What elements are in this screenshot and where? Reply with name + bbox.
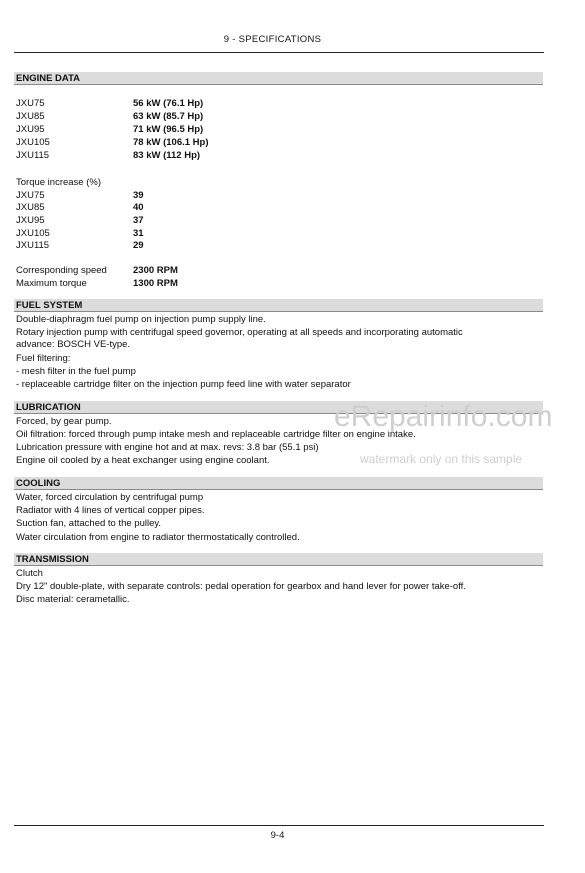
model-label: JXU95 [16,215,45,226]
lubrication-line: Forced, by gear pump. [16,416,112,427]
transmission-line: Clutch [16,568,43,579]
transmission-line: Disc material: cerametallic. [16,594,130,605]
cooling-line: Water circulation from engine to radiator thermostatically controlled. [16,532,300,543]
watermark-site: eRepairinfo.com [334,400,553,433]
torque-row [16,201,144,214]
torque-value: 39 [133,190,144,201]
section-fuel-system: FUEL SYSTEM [14,299,543,312]
cooling-line: Radiator with 4 lines of vertical copper pipes. [16,505,205,516]
power-row [16,136,209,149]
power-value: 56 kW (76.1 Hp) [133,98,204,109]
model-label: JXU115 [16,150,50,161]
fuel-line: Fuel filtering: [16,353,71,364]
torque-value: 37 [133,215,144,226]
lubrication-line: Engine oil cooled by a heat exchanger using engine coolant. [16,455,270,466]
header-rule [14,52,544,53]
power-row [16,110,203,123]
speed-label: Maximum torque [16,278,87,289]
speed-value: 1300 RPM [133,278,178,289]
lubrication-line: Oil filtration: forced through pump intake mesh and replaceable cartridge filter on engine intake. [16,429,416,440]
torque-value: 29 [133,240,144,251]
page-number: 9-4 [270,830,285,841]
power-value: 78 kW (106.1 Hp) [133,137,209,148]
section-transmission: TRANSMISSION [14,553,543,566]
model-label: JXU105 [16,137,50,148]
torque-value: 31 [133,228,144,239]
power-value: 63 kW (85.7 Hp) [133,111,204,122]
section-cooling: COOLING [14,477,543,490]
torque-value: 40 [133,202,144,213]
cooling-line: Suction fan, attached to the pulley. [16,518,162,529]
power-value: 83 kW (112 Hp) [133,150,201,161]
torque-row [16,214,144,227]
fuel-line: Rotary injection pump with centrifugal speed governor, operating at all speeds and incorporating automatic [16,327,463,338]
speed-row [16,264,178,277]
power-row [16,123,203,136]
torque-row [16,239,144,252]
fuel-line: - mesh filter in the fuel pump [16,366,136,377]
speed-value: 2300 RPM [133,265,178,276]
footer-rule [14,825,544,826]
transmission-line: Dry 12" double-plate, with separate controls: pedal operation for gearbox and hand lever for power take-off. [16,581,466,592]
power-value: 71 kW (96.5 Hp) [133,124,204,135]
cooling-line: Water, forced circulation by centrifugal pump [16,492,204,503]
model-label: JXU105 [16,228,50,239]
model-label: JXU85 [16,111,45,122]
section-lubrication: LUBRICATION [14,401,543,414]
torque-label: Torque increase (%) [16,177,102,188]
fuel-line: Double-diaphragm fuel pump on injection pump supply line. [16,314,266,325]
model-label: JXU95 [16,124,45,135]
model-label: JXU75 [16,98,45,109]
model-label: JXU75 [16,190,45,201]
fuel-line: advance: BOSCH VE-type. [16,339,131,350]
model-label: JXU85 [16,202,45,213]
watermark-note: watermark only on this sample [360,452,523,466]
power-row [16,97,203,110]
power-row [16,149,200,162]
speed-row [16,277,178,290]
section-engine-data: ENGINE DATA [14,72,543,85]
lubrication-line: Lubrication pressure with engine hot and at max. revs: 3.8 bar (55.1 psi) [16,442,319,453]
speed-label: Corresponding speed [16,265,107,276]
page-title: 9 - SPECIFICATIONS [223,34,322,45]
model-label: JXU115 [16,240,50,251]
fuel-line: - replaceable cartridge filter on the injection pump feed line with water separator [16,379,351,390]
